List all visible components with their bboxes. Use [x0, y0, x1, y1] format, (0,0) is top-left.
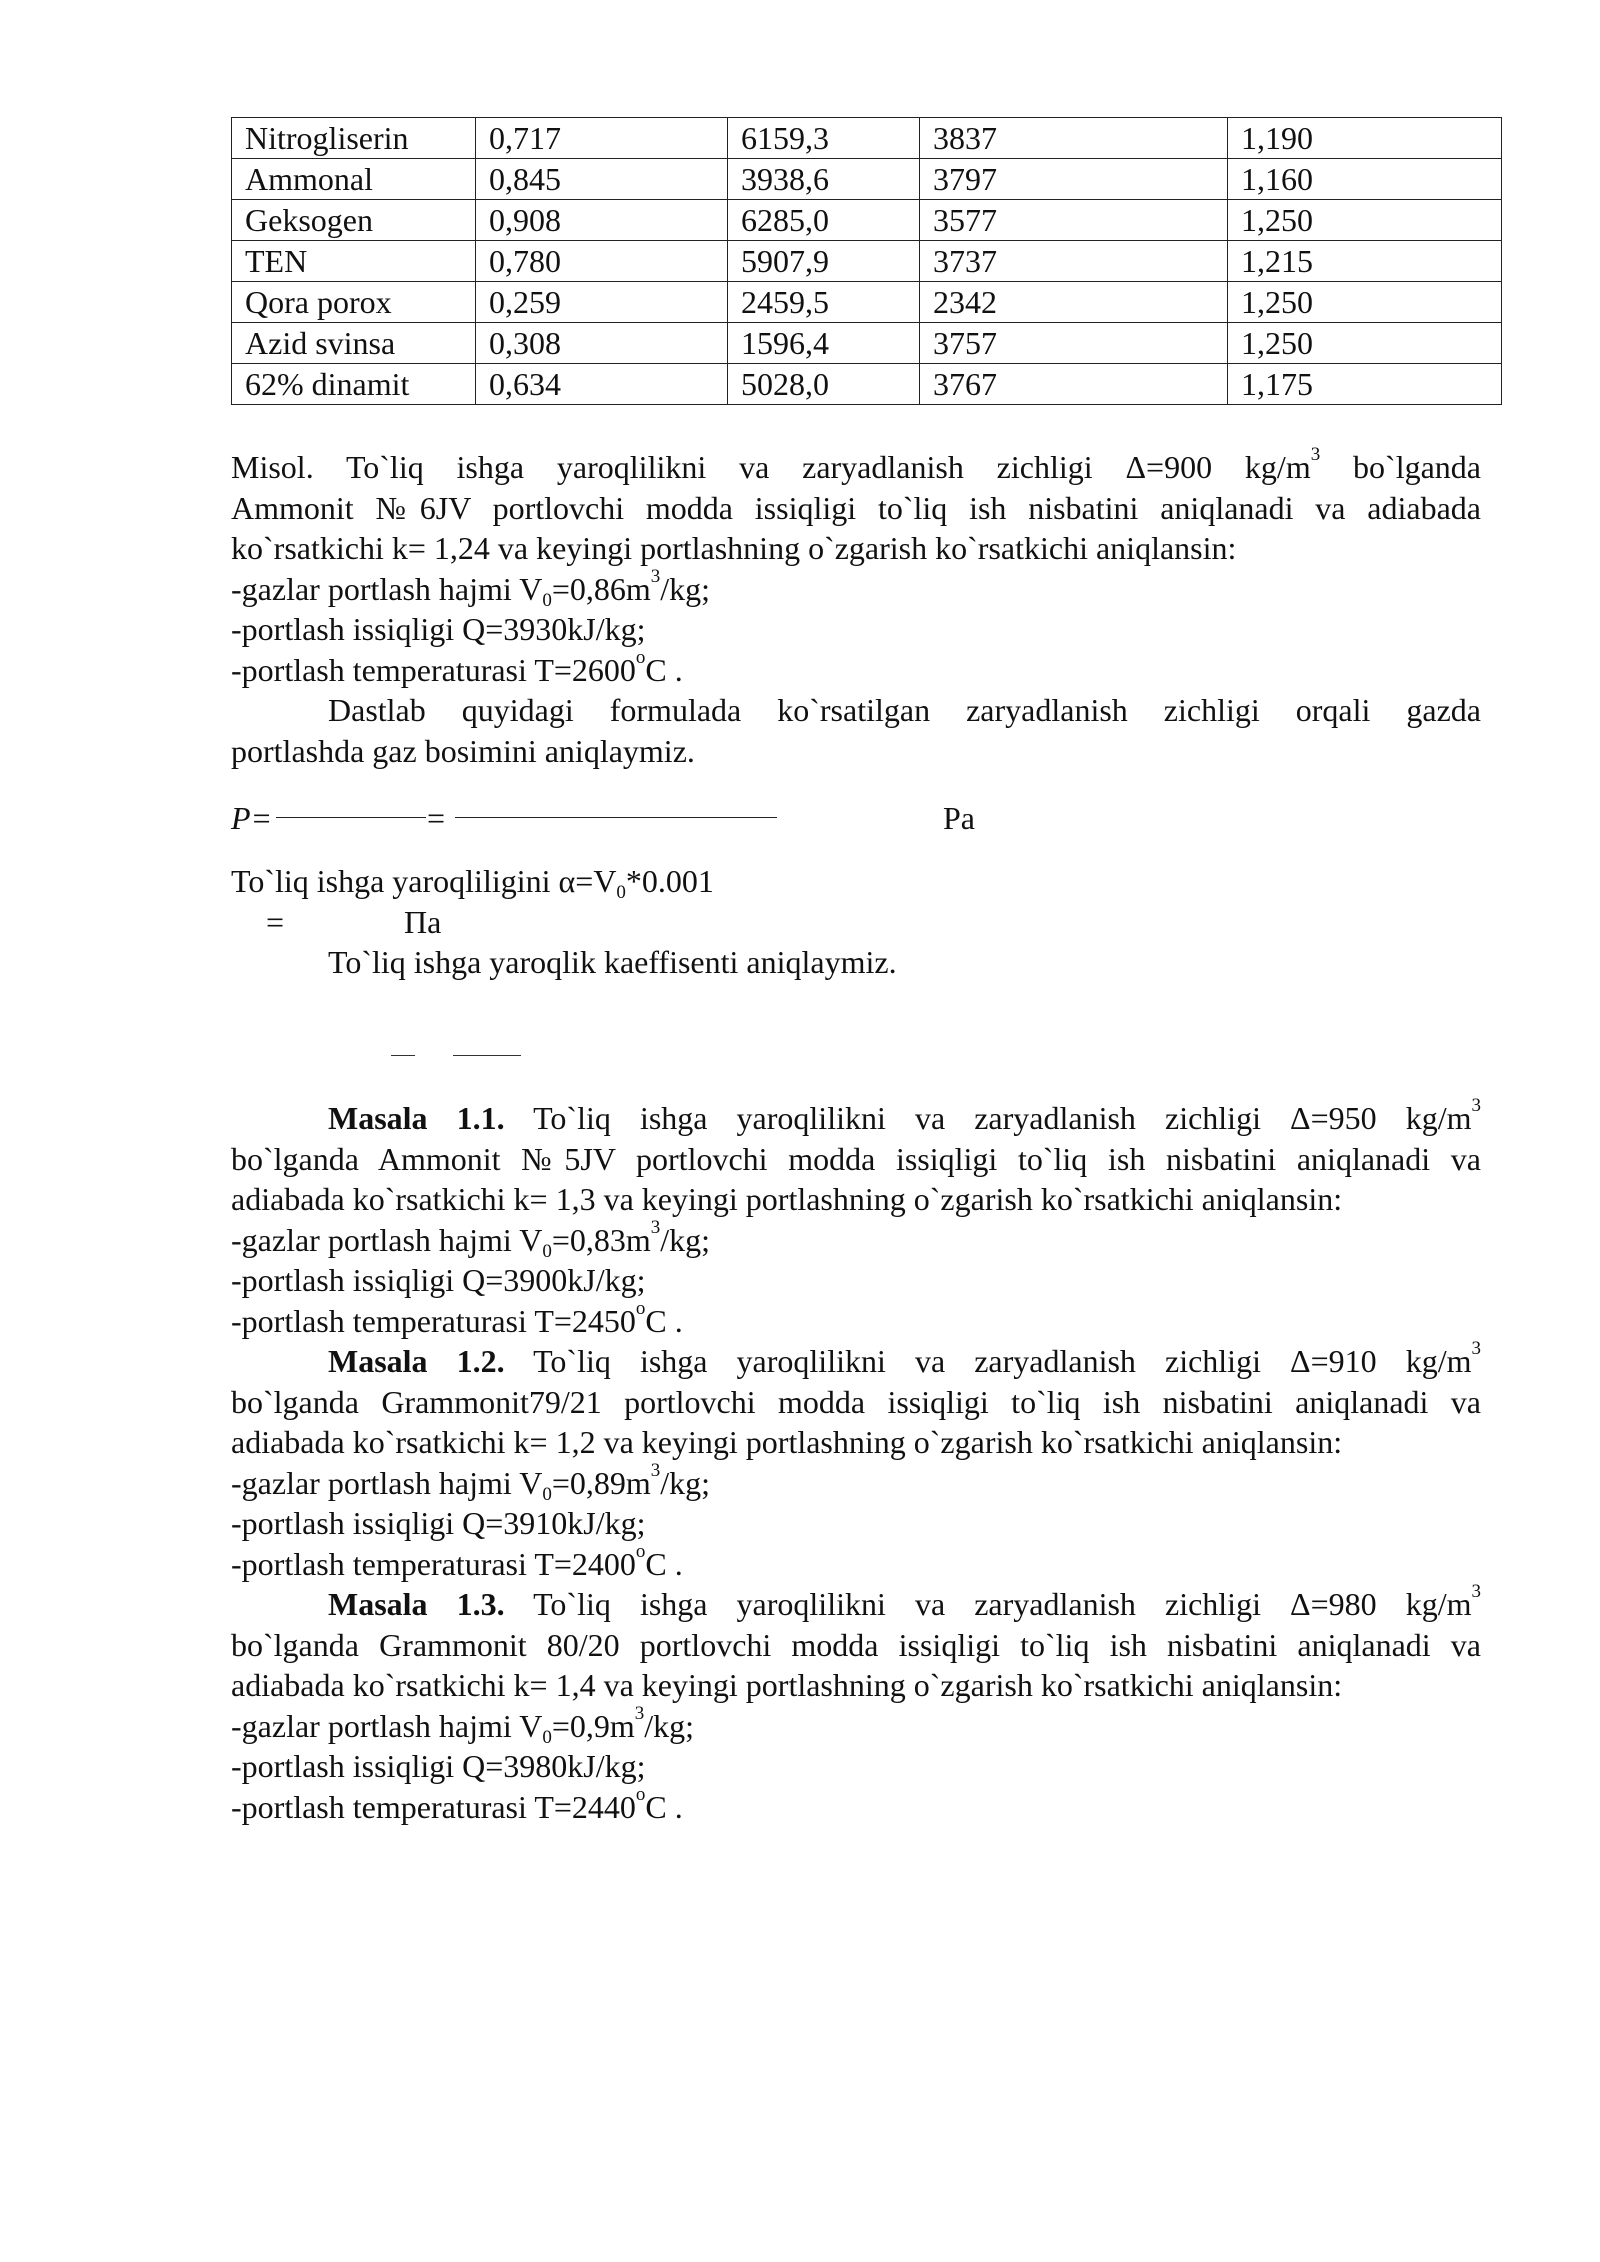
example-block [231, 444, 1482, 771]
table-cell: 1,160 [1228, 159, 1502, 200]
problem-temperature: -portlash temperaturasi $T=2450^oC$ . [231, 1297, 683, 1339]
table-cell: 3837 [920, 118, 1228, 159]
table-cell: Ammonal [232, 159, 476, 200]
table-cell: 1596,4 [728, 323, 920, 364]
alpha-result: = Па [266, 903, 442, 940]
table-row [232, 159, 1502, 200]
table-cell: 6159,3 [728, 118, 920, 159]
table-row [232, 200, 1502, 241]
table-row [232, 323, 1502, 364]
table-cell: 1,175 [1228, 364, 1502, 405]
problem-gas-volume: -gazlar portlash hajmi $V_0=0,9m^3/kg$; [231, 1702, 695, 1748]
table-cell: 0,845 [476, 159, 728, 200]
problem-line-1: Masala 1.1. To`liq ishga yaroqlilikni va zaryadlanish zichligi Δ=950 $kg/m^3$ [328, 1095, 1482, 1136]
example-temperature: -portlash temperaturasi $T=2600^oC$ . [231, 646, 683, 688]
table-cell: 0,780 [476, 241, 728, 282]
table-cell: 0,908 [476, 200, 728, 241]
table-cell: 2459,5 [728, 282, 920, 323]
table-cell: 0,308 [476, 323, 728, 364]
formula-p-label: P= [231, 800, 273, 836]
problem-heat: -portlash issiqligi Q=3900kJ/kg; [231, 1262, 646, 1298]
table-cell: 5907,9 [728, 241, 920, 282]
example-line-1: Misol. To`liq ishga yaroqlilikni va zaryadlanish zichligi Δ=900 $kg/m^3$ bo`lganda [231, 444, 1482, 485]
problem-line-2: bo`lganda Grammonit 80/20 portlovchi modda issiqligi to`liq ish nisbatini aniqlanadi va [231, 1626, 1481, 1663]
problem-heat: -portlash issiqligi Q=3910kJ/kg; [231, 1505, 646, 1541]
problem-title: Masala 1.3. [328, 1586, 505, 1622]
table-cell: 6285,0 [728, 200, 920, 241]
table-cell: 3767 [920, 364, 1228, 405]
table-cell: 3737 [920, 241, 1228, 282]
example-gas-volume: -gazlar portlash hajmi $V_0=0,86m^3/kg$; [231, 565, 711, 611]
table-cell: 62% dinamit [232, 364, 476, 405]
table-row [232, 364, 1502, 405]
problem-heat: -portlash issiqligi Q=3980kJ/kg; [231, 1748, 646, 1784]
formula-equals: = [427, 800, 446, 836]
table-cell: 0,634 [476, 364, 728, 405]
table-cell: TEN [232, 241, 476, 282]
problem-title: Masala 1.1. [328, 1100, 505, 1136]
problem-line-3: adiabada ko`rsatkichi k= 1,3 va keyingi portlashning o`zgarish ko`rsatkichi aniqlansin: [231, 1181, 1343, 1217]
table-cell: 1,250 [1228, 282, 1502, 323]
example-heat: -portlash issiqligi Q=3930kJ/kg; [231, 611, 646, 647]
example-line-3: ko`rsatkichi k= 1,24 va keyingi portlashning o`zgarish ko`rsatkichi aniqlansin: [231, 530, 1237, 566]
problem-gas-volume: -gazlar portlash hajmi $V_0=0,83m^3/kg$; [231, 1216, 711, 1262]
table-cell: 3938,6 [728, 159, 920, 200]
table-cell: 1,250 [1228, 200, 1502, 241]
problem-temperature: -portlash temperaturasi $T=2400^oC$ . [231, 1540, 683, 1582]
table-cell: 0,717 [476, 118, 728, 159]
explosives-table [231, 117, 1502, 405]
table-cell: 5028,0 [728, 364, 920, 405]
table-cell: Azid svinsa [232, 323, 476, 364]
problem-line-3: adiabada ko`rsatkichi k= 1,4 va keyingi portlashning o`zgarish ko`rsatkichi aniqlansin: [231, 1667, 1343, 1703]
table-cell: Geksogen [232, 200, 476, 241]
example-line-2: Ammonit №6JV portlovchi modda issiqligi to`liq ish nisbatini aniqlanadi va adiabada [231, 489, 1481, 526]
example-label: Misol. [231, 449, 314, 485]
table-cell: 1,190 [1228, 118, 1502, 159]
dastlab-line-2: portlashda gaz bosimini aniqlaymiz. [231, 732, 695, 769]
fraction-dash-1 [391, 1055, 415, 1056]
table-row [232, 118, 1502, 159]
problems-block [231, 1095, 1482, 1827]
table-row [232, 241, 1502, 282]
table-cell: 1,250 [1228, 323, 1502, 364]
table-cell: 2342 [920, 282, 1228, 323]
problem-line-2: bo`lganda Ammonit №5JV portlovchi modda issiqligi to`liq ish nisbatini aniqlanadi va [231, 1140, 1481, 1177]
formula-fraction-line-2 [455, 817, 777, 818]
table-cell: Nitrogliserin [232, 118, 476, 159]
formula-fraction-line-1 [276, 817, 426, 818]
problem-title: Masala 1.2. [328, 1343, 505, 1379]
alpha-block [231, 861, 1481, 983]
pressure-formula [231, 800, 1031, 840]
table-row [232, 282, 1502, 323]
dastlab-line-1: Dastlab quyidagi formulada ko`rsatilgan zaryadlanish zichligi orqali gazda [328, 692, 1481, 728]
problem-line-1: Masala 1.3. To`liq ishga yaroqlilikni va zaryadlanish zichligi Δ=980 $kg/m^3$ [328, 1581, 1482, 1622]
table-cell: 3757 [920, 323, 1228, 364]
table-cell: 3577 [920, 200, 1228, 241]
formula-unit: Pa [943, 800, 975, 836]
table-cell: Qora porox [232, 282, 476, 323]
alpha-line: To`liq ishga yaroqliligini $\alpha=V_0*0.001$ [231, 863, 714, 903]
coefficient-line: To`liq ishga yaroqlik kaeffisenti aniqlaymiz. [328, 944, 897, 980]
table-cell: 0,259 [476, 282, 728, 323]
problem-line-2: bo`lganda Grammonit79/21 portlovchi modda issiqligi to`liq ish nisbatini aniqlanadi va [231, 1383, 1481, 1420]
fraction-dash-2 [453, 1055, 521, 1056]
table-cell: 3797 [920, 159, 1228, 200]
problem-line-1: Masala 1.2. To`liq ishga yaroqlilikni va zaryadlanish zichligi Δ=910 $kg/m^3$ [328, 1338, 1482, 1379]
problem-gas-volume: -gazlar portlash hajmi $V_0=0,89m^3/kg$; [231, 1459, 711, 1505]
problem-line-3: adiabada ko`rsatkichi k= 1,2 va keyingi portlashning o`zgarish ko`rsatkichi aniqlansin: [231, 1424, 1343, 1460]
problem-temperature: -portlash temperaturasi $T=2440^oC$ . [231, 1783, 683, 1825]
table-cell: 1,215 [1228, 241, 1502, 282]
